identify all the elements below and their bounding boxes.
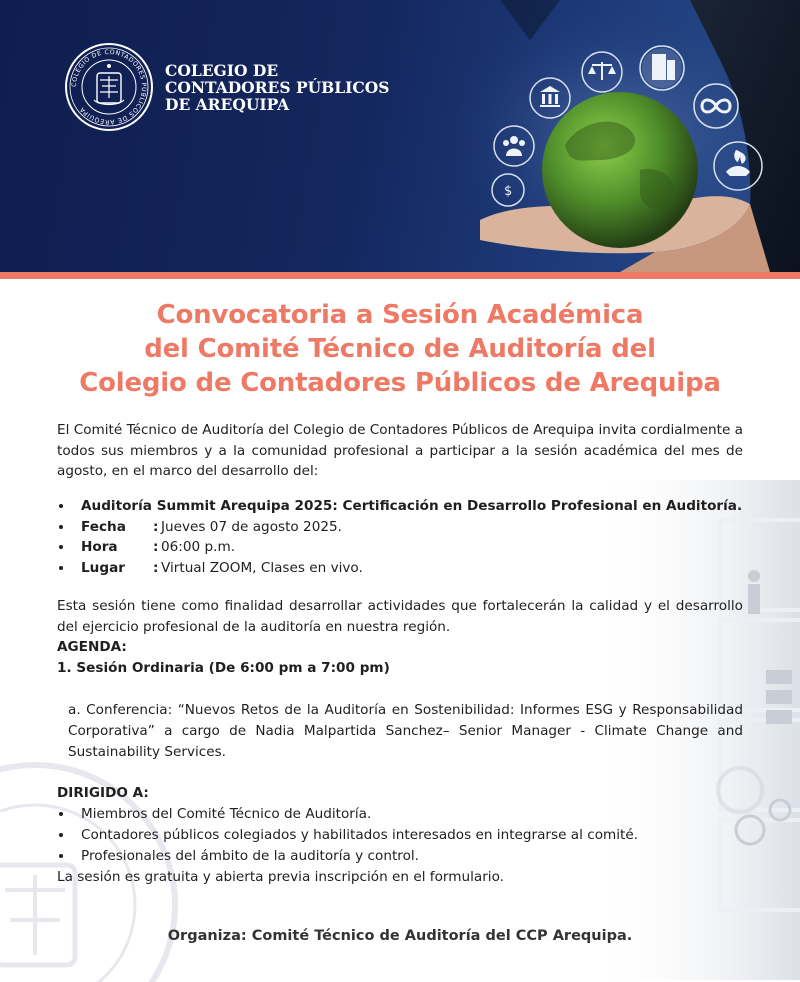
organization-name — [165, 62, 389, 113]
event-name: Auditoría Summit Arequipa 2025: Certificación en Desarrollo Profesional en Auditoría. — [81, 498, 743, 514]
audience-heading: DIRIGIDO A: — [57, 785, 149, 801]
coral-divider — [0, 272, 800, 279]
title-line2: del Comité Técnico de Auditoría del — [144, 334, 656, 364]
header-banner — [0, 0, 800, 272]
place-value: Virtual ZOOM, Clases en vivo. — [161, 559, 363, 576]
conference-item: a. Conferencia: “Nuevos Retos de la Auditoría en Sostenibilidad: Informes ESG y Responsabilidad Corporativa” a cargo de Nadia Malpartida Sanchez– Senior Manager - Climate Change and Sustainability Services. — [68, 702, 743, 760]
svg-text:COLEGIO DE CONTADORES PÚBLICOS: COLEGIO DE CONTADORES PÚBLICOS DE AREQUIPA — [70, 48, 148, 126]
audience-item: Miembros del Comité Técnico de Auditoría. — [81, 806, 372, 822]
place-label: Lugar — [81, 559, 125, 576]
closing-note: La sesión es gratuita y abierta previa inscripción en el formulario. — [57, 869, 504, 885]
agenda-heading: AGENDA: — [57, 639, 127, 655]
purpose-paragraph: Esta sesión tiene como finalidad desarrollar actividades que fortalecerán la calidad y el desarrollo del ejercicio profesional de la auditoría en nuestra región. — [57, 598, 743, 635]
colon: : — [153, 559, 159, 576]
org-name-line1: COLEGIO DE — [165, 61, 279, 80]
date-value: Jueves 07 de agosto 2025. — [161, 518, 342, 535]
intro-paragraph: El Comité Técnico de Auditoría del Colegio de Contadores Públicos de Arequipa invita cordialmente a todos sus miembros y a la comunidad profesional a participar a la sesión académica del mes de agosto, en el marco del desarrollo del: — [57, 422, 743, 479]
page-title — [0, 298, 800, 400]
colon: : — [153, 539, 159, 555]
date-label: Fecha — [81, 518, 126, 535]
hand-globe-illustration — [440, 0, 800, 272]
colon: : — [153, 518, 159, 535]
svg-text:$: $ — [504, 184, 513, 199]
time-label: Hora — [81, 539, 118, 555]
title-line3: Colegio de Contadores Públicos de Arequipa — [79, 368, 721, 398]
session-heading: 1. Sesión Ordinaria (De 6:00 pm a 7:00 pm) — [57, 660, 390, 676]
organizer-footer: Organiza: Comité Técnico de Auditoría del CCP Arequipa. — [167, 928, 633, 944]
audience-item: Profesionales del ámbito de la auditoría y control. — [81, 848, 419, 864]
title-line1: Convocatoria a Sesión Académica — [156, 300, 644, 330]
org-name-line3: DE AREQUIPA — [165, 95, 290, 114]
ccp-seal-logo — [64, 42, 154, 132]
time-value: 06:00 p.m. — [161, 539, 236, 555]
audience-item: Contadores públicos colegiados y habilitados interesados en integrarse al comité. — [81, 827, 639, 843]
org-name-line2: CONTADORES PÚBLICOS — [165, 78, 390, 97]
